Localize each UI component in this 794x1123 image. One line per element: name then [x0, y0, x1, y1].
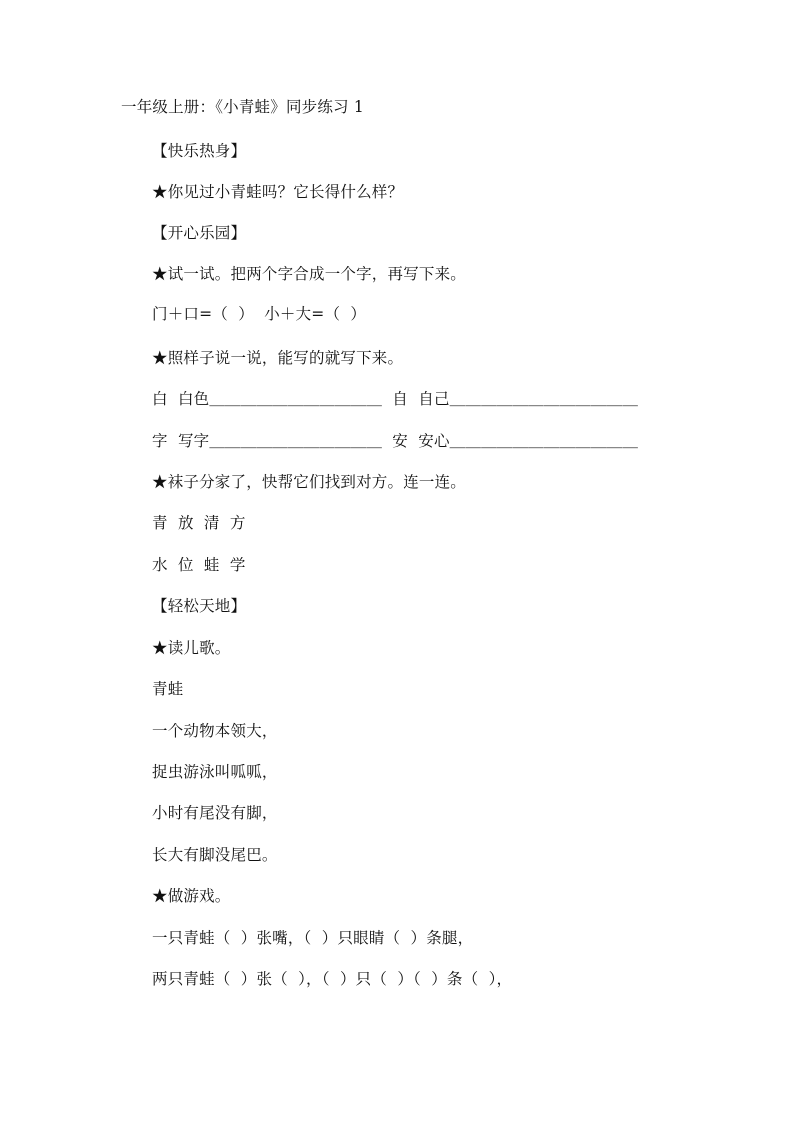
question-text: ★照样子说一说，能写的就写下来。 — [152, 349, 404, 367]
section-heading-happy-garden: 【开心乐园】 — [152, 224, 247, 242]
exercise-line: 门＋口=（ ） 小＋大=（ ） — [152, 305, 367, 323]
question-text: ★你见过小青蛙吗？它长得什么样？ — [152, 183, 404, 201]
exercise-line: 一只青蛙（ ）张嘴，（ ）只眼睛（ ）条腿， — [152, 929, 474, 947]
exercise-line: 两只青蛙（ ）张（ ），（ ）只（ ）（ ）条（ ）， — [152, 970, 513, 988]
poem-line: 一个动物本领大， — [152, 722, 278, 740]
question-text: ★试一试。把两个字合成一个字，再写下来。 — [152, 265, 467, 283]
question-text: ★做游戏。 — [152, 887, 231, 905]
exercise-line: 白 白色＿＿＿＿＿＿＿＿＿＿＿ 自 自己＿＿＿＿＿＿＿＿＿＿＿＿ — [152, 390, 639, 408]
poem-line: 长大有脚没尾巴。 — [152, 846, 278, 864]
exercise-line: 字 写字＿＿＿＿＿＿＿＿＿＿＿ 安 安心＿＿＿＿＿＿＿＿＿＿＿＿ — [152, 432, 639, 450]
poem-line: 小时有尾没有脚， — [152, 804, 278, 822]
question-text: ★读儿歌。 — [152, 639, 231, 657]
poem-title: 青蛙 — [152, 680, 184, 698]
matching-row: 水 位 蛙 学 — [152, 556, 246, 574]
poem-line: 捉虫游泳叫呱呱， — [152, 763, 278, 781]
section-heading-easy-world: 【轻松天地】 — [152, 597, 247, 615]
document-title: 一年级上册：《小青蛙》同步练习 1 — [121, 98, 364, 116]
matching-row: 青 放 清 方 — [152, 514, 246, 532]
question-text: ★袜子分家了，快帮它们找到对方。连一连。 — [152, 473, 467, 491]
section-heading-warmup: 【快乐热身】 — [152, 142, 247, 160]
